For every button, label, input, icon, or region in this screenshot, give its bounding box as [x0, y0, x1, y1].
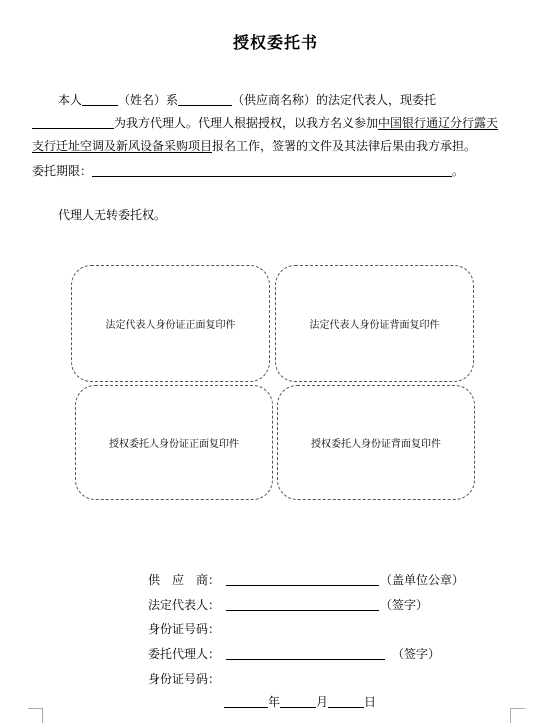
year-label: 年: [268, 695, 281, 709]
month-blank[interactable]: [280, 693, 316, 708]
agent-name-blank[interactable]: [32, 114, 114, 129]
legal-rep-id-front-box: [71, 265, 270, 382]
day-label: 日: [364, 695, 377, 709]
para1-line2: [32, 112, 498, 135]
box-label: 法定代表人身份证正面复印件: [105, 320, 236, 331]
seal-note: （盖单位公章）: [380, 573, 465, 587]
para1-line3: [32, 135, 476, 158]
text-name-label: （姓名）系: [118, 93, 179, 107]
corner-mark-bottom-left: [28, 708, 43, 723]
agent-label: 委托代理人：: [148, 647, 221, 661]
box-label: 授权委托人身份证背面复印件: [311, 439, 441, 450]
corner-mark-bottom-right: [510, 708, 525, 723]
project-name-part2: 支行迁址空调及新风设备采购项目: [32, 139, 213, 153]
id-number-label-1: 身份证号码：: [148, 622, 221, 636]
year-blank[interactable]: [224, 693, 268, 708]
legal-rep-signature-row: [148, 595, 429, 615]
project-name-part1: 中国银行通辽分行露天: [378, 116, 499, 130]
agent-signature-row: [148, 644, 441, 664]
document-title: 授权委托书: [232, 33, 318, 52]
supplier-label: 供 应 商：: [148, 573, 221, 587]
text-supplier-label: （供应商名称）的法定代表人，现委托: [232, 93, 437, 107]
id-number-label-2: 身份证号码：: [148, 672, 221, 686]
box-label: 授权委托人身份证正面复印件: [109, 439, 239, 450]
box-label: 法定代表人身份证背面复印件: [309, 320, 440, 331]
supplier-line[interactable]: [226, 585, 379, 586]
text-agent-clause: 为我方代理人。代理人根据授权，以我方名义参加: [114, 116, 379, 130]
no-subdelegate-text: 代理人无转委托权。: [58, 208, 167, 222]
legal-rep-sign-note: （签字）: [380, 598, 429, 612]
agent-id-back-box: [277, 385, 475, 500]
term-line: [32, 160, 464, 183]
para1-line1: [58, 89, 436, 112]
legal-rep-line[interactable]: [226, 610, 379, 611]
legal-rep-id-back-box: [275, 265, 474, 382]
month-label: 月: [316, 695, 329, 709]
id-number-row-2: [148, 669, 223, 689]
id-number-row-1: [148, 619, 223, 639]
term-end-mark: 。: [452, 164, 465, 178]
text-consequence-clause: 报名工作，签署的文件及其法律后果由我方承担。: [212, 139, 477, 153]
agent-id-front-box: [75, 385, 273, 500]
term-blank[interactable]: [92, 162, 452, 177]
term-label: 委托期限：: [32, 164, 93, 178]
text-ben-ren: 本人: [58, 93, 83, 107]
agent-line[interactable]: [226, 659, 385, 660]
date-line: [224, 692, 376, 712]
name-blank[interactable]: [82, 91, 118, 106]
agent-sign-note: （签字）: [392, 647, 441, 661]
day-blank[interactable]: [328, 693, 364, 708]
legal-rep-label: 法定代表人：: [148, 598, 221, 612]
supplier-name-blank[interactable]: [178, 91, 232, 106]
supplier-signature-row: [148, 570, 465, 590]
